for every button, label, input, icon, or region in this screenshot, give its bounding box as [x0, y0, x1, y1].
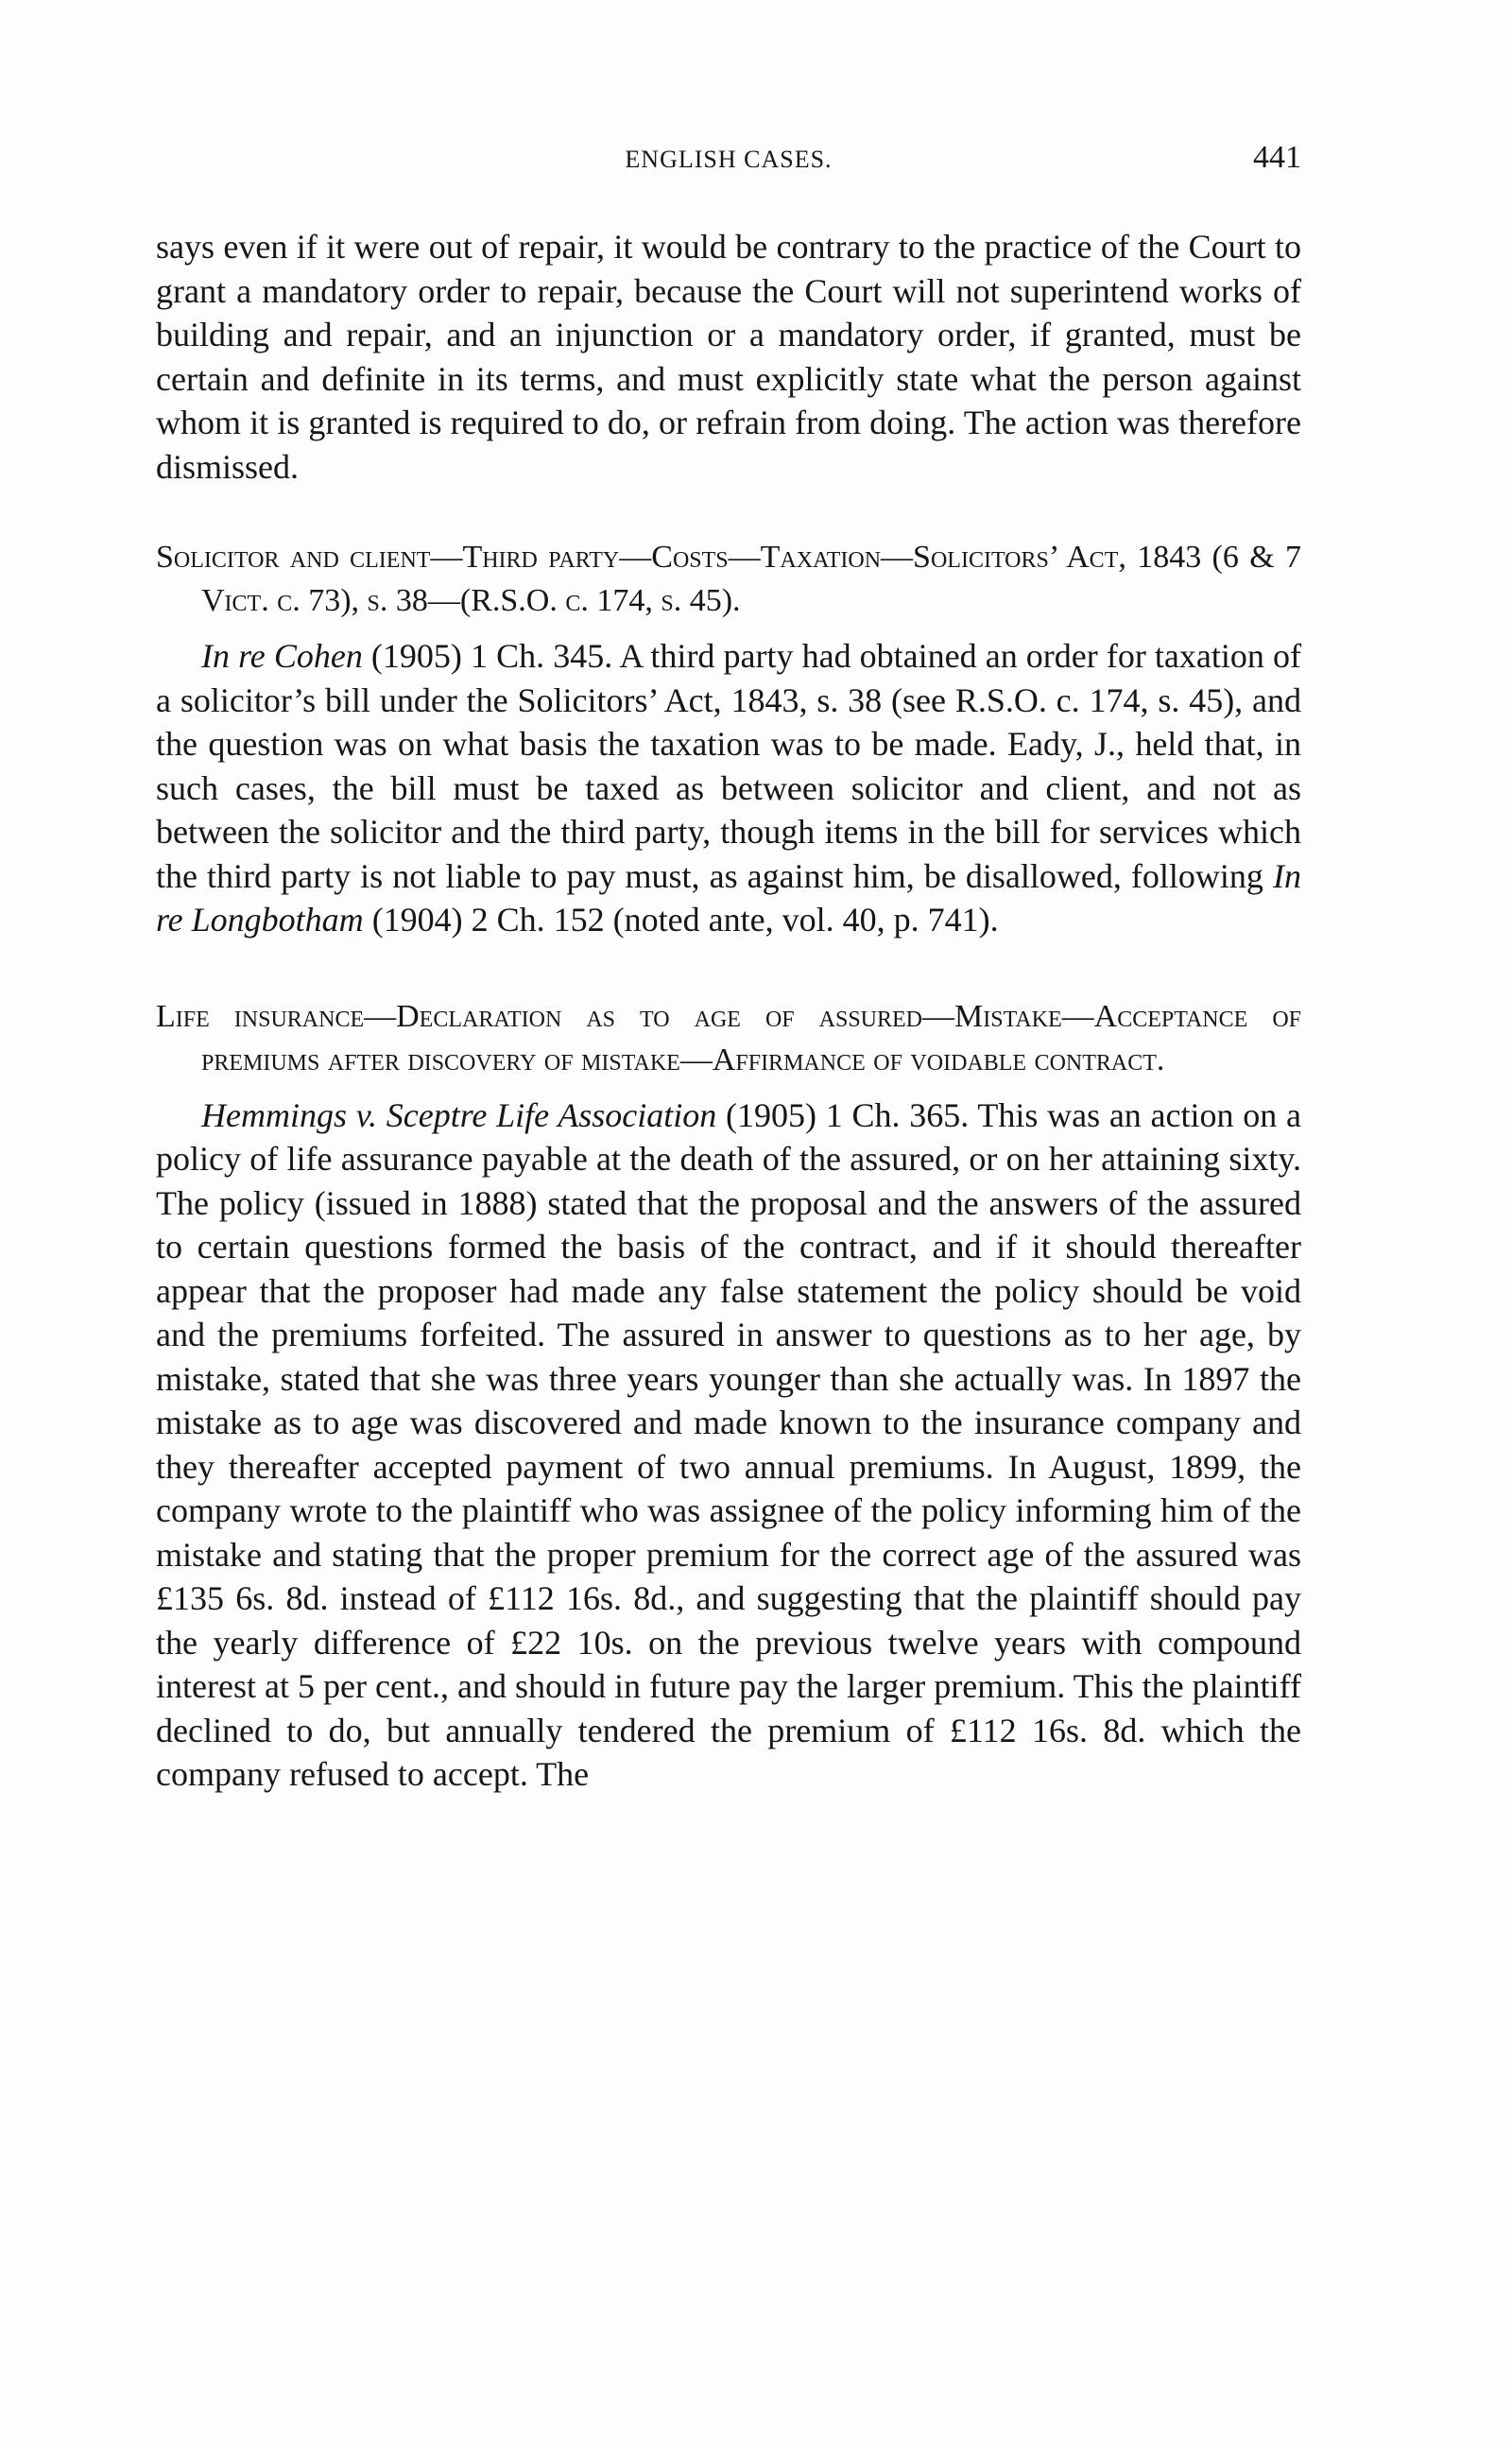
- case-text: (1905) 1 Ch. 345. A third party had obtained an order for taxation of a solicitor’s bill under the Solicitors’ Act, 1843, s. 38 (see R.S.O. c. 174, s. 45), and the question was on what basis the taxation was to be made. Eady, J., held that, in such cases, the bill must be taxed as between solicitor and client, and not as between the solicitor and the third party, though items in the bill for services which the third party is not liable to pay must, as against him, be disallowed, following: [156, 637, 1301, 895]
- section-heading-solicitor: Solicitor and client—Third party—Costs—Taxation—Solicitors’ Act, 1843 (6 & 7 Vict. c. 73), s. 38—(R.S.O. c. 174, s. 45).: [156, 540, 1301, 618]
- section-paragraph-cohen: [156, 634, 1301, 942]
- intro-paragraph: says even if it were out of repair, it would be contrary to the practice of the Court to grant a mandatory order to repair, because the Court will not superintend works of building and repair, and an injunction or a mandatory order, if granted, must be certain and definite in its terms, and must explicitly state what the person against whom it is granted is required to do, or refrain from doing. The action was therefore dismissed.: [156, 228, 1301, 486]
- running-head: ENGLISH CASES.: [625, 146, 833, 173]
- section-heading-life-insurance: Life insurance—Declaration as to age of assured—Mistake—Acceptance of premiums after discovery of mistake—Affirmance of voidable contract.: [156, 998, 1301, 1077]
- body-text: [156, 225, 1301, 1797]
- spacer: [156, 623, 1301, 634]
- page-header: [156, 140, 1301, 178]
- case-name: Hemmings v. Sceptre Life Association: [201, 1095, 717, 1134]
- case-name: In re Cohen: [201, 637, 363, 675]
- spacer: [156, 1082, 1301, 1094]
- section-paragraph-hemmings: [156, 1094, 1301, 1797]
- page-number: 441: [1253, 140, 1301, 175]
- cited-case-name: In re Longbotham: [156, 856, 1301, 939]
- case-text: (1905) 1 Ch. 365. This was an action on a policy of life assurance payable at the death of the assured, or on her attaining sixty. The policy (issued in 1888) stated that the proposal and the answers of the assured to certain questions formed the basis of the contract, and if it should thereafter appear that the proposer had made any false statement the policy should be void and the premiums forfeited. The assured in answer to questions as to her age, by mistake, stated that she was three years younger than she actually was. In 1897 the mistake as to age was discovered and made known to the insurance company and they thereafter accepted payment of two annual premiums. In August, 1899, the company wrote to the plaintiff who was assignee of the policy informing him of the mistake and stating that the proper premium for the correct age of the assured was £135 6s. 8d. instead of £112 16s. 8d., and suggesting that the plaintiff should pay the yearly difference of £22 10s. on the previous twelve years with compound interest at 5 per cent., and should in future pay the larger premium. This the plaintiff declined to do, but annually tendered the premium of £112 16s. 8d. which the company refused to accept. The: [156, 1095, 1301, 1793]
- case-text-end: (1904) 2 Ch. 152 (noted ante, vol. 40, p. 741).: [363, 901, 999, 939]
